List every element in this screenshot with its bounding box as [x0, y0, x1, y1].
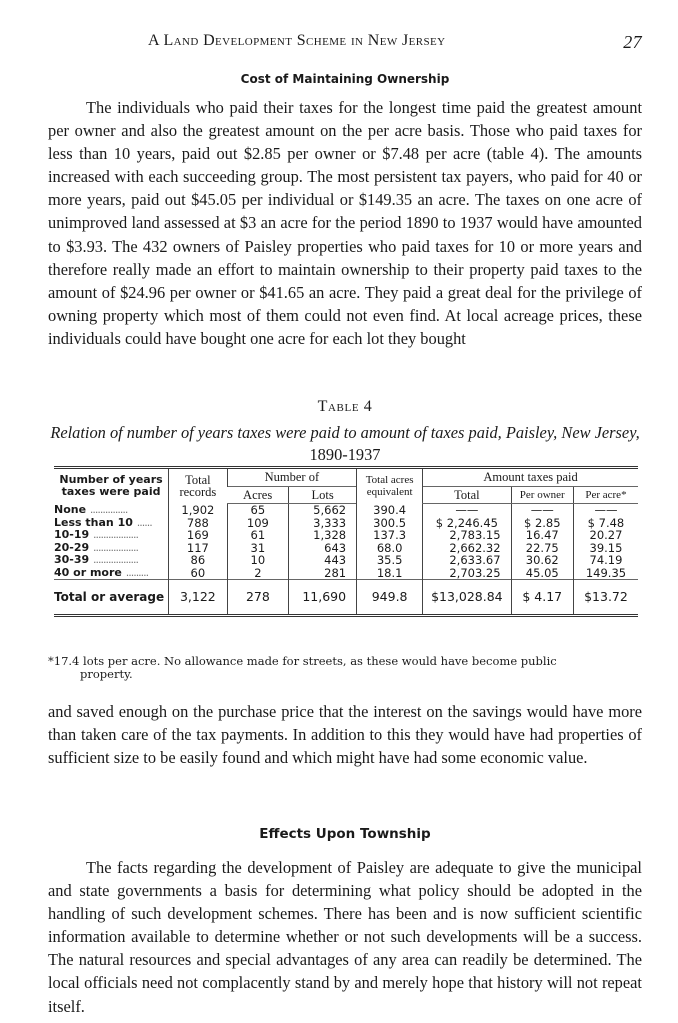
table-row — [54, 567, 638, 580]
section-heading-cost: Cost of Maintaining Ownership — [240, 72, 450, 86]
cell-per-acre: 74.19 — [573, 554, 638, 567]
cell-records: 1,902 — [169, 504, 228, 517]
col-header-per-owner: Per owner — [511, 486, 573, 504]
cell-acres: 109 — [227, 517, 288, 530]
cell-total: 2,662.32 — [423, 542, 511, 555]
cell-lots: 281 — [289, 567, 357, 580]
cell-total: $13,028.84 — [423, 580, 511, 616]
cell-per-owner: $ 4.17 — [511, 580, 573, 616]
cell-per-owner: 16.47 — [511, 529, 573, 542]
cell-per-owner: —— — [511, 504, 573, 517]
cell-lots: 643 — [289, 542, 357, 555]
table-row — [54, 529, 638, 542]
col-header-amount: Amount taxes paid — [423, 468, 638, 487]
cell-per-acre: 149.35 — [573, 567, 638, 580]
paragraph-cost — [48, 96, 642, 350]
row-label: 30-39 .................. — [54, 553, 138, 566]
col-header-acres: Acres — [227, 486, 288, 504]
tax-data-table — [54, 466, 638, 617]
row-label: 10-19 .................. — [54, 528, 138, 541]
row-label: None ............... — [54, 502, 128, 516]
cell-acres-equiv: 35.5 — [357, 554, 423, 567]
cell-lots: 443 — [289, 554, 357, 567]
col-header-acres-equiv: Total acres equivalent — [357, 468, 423, 504]
cell-acres-equiv: 300.5 — [357, 517, 423, 530]
cell-acres: 278 — [227, 580, 288, 616]
cell-records: 117 — [169, 542, 228, 555]
cell-total: $ 2,246.45 — [423, 517, 511, 530]
total-row-label: Total or average — [54, 580, 169, 616]
footnote-line-2: property. — [80, 667, 133, 681]
cell-total: —— — [423, 504, 511, 517]
row-label: 40 or more ......... — [54, 565, 149, 579]
footnote-line-1: *17.4 lots per acre. No allowance made for streets, as these would have become public — [48, 654, 557, 668]
cell-per-owner: 22.75 — [511, 542, 573, 555]
cell-acres: 10 — [227, 554, 288, 567]
cell-per-owner: 30.62 — [511, 554, 573, 567]
paragraph-cost-text: The individuals who paid their taxes for the longest time paid the greatest amount per owner and also the greatest amount on the per acre basis. Those who paid taxes for less than 10 years, paid out $2.85 per owner or $7.48 per acre (table 4). The amounts increased with each succeeding group. The most persistent tax payers, who paid for 40 or more years, paid out $45.05 per individual or $149.35 an acre. The taxes on one acre of unimproved land assessed at $3 an acre for the period 1890 to 1937 would have amounted to $3.93. The 432 owners of Paisley properties who paid taxes for 10 or more years and therefore really made an effort to maintain ownership to their property paid taxes to the amount of $24.96 per owner or $41.65 an acre. They paid a great deal for the privilege of owning property which most of them could not even find. At local acreage prices, these individuals could have bought one acre for each lot they bought — [48, 98, 642, 348]
cell-per-acre: $ 7.48 — [573, 517, 638, 530]
cell-total: 2,633.67 — [423, 554, 511, 567]
cell-acres-equiv: 137.3 — [357, 529, 423, 542]
cell-records: 169 — [169, 529, 228, 542]
table-caption-italic: Relation of number of years taxes were paid to amount of taxes paid, Paisley, New Jersey, — [50, 423, 640, 442]
cell-per-acre: $13.72 — [573, 580, 638, 616]
col-header-total: Total — [423, 486, 511, 504]
cell-acres-equiv: 18.1 — [357, 567, 423, 580]
table-footnote — [48, 655, 642, 681]
table-label: Table 4 — [317, 398, 373, 415]
table-4 — [54, 466, 638, 617]
col-header-years: Number of years taxes were paid — [59, 472, 163, 499]
cell-total: 2,783.15 — [423, 529, 511, 542]
section-heading-effects: Effects Upon Township — [259, 826, 431, 842]
cell-lots: 5,662 — [289, 504, 357, 517]
cell-records: 788 — [169, 517, 228, 530]
table-total-row — [54, 580, 638, 616]
cell-total: 2,703.25 — [423, 567, 511, 580]
col-header-records: Total records — [169, 468, 228, 504]
col-header-lots: Lots — [289, 486, 357, 504]
cell-acres: 2 — [227, 567, 288, 580]
row-label: Less than 10 ...... — [54, 515, 152, 529]
paragraph-effects — [48, 856, 642, 1018]
cell-per-acre: 39.15 — [573, 542, 638, 555]
cell-per-acre: —— — [573, 504, 638, 517]
table-caption — [48, 422, 642, 466]
cell-lots: 3,333 — [289, 517, 357, 530]
cell-per-acre: 20.27 — [573, 529, 638, 542]
cell-per-owner: 45.05 — [511, 567, 573, 580]
cell-acres-equiv: 390.4 — [357, 504, 423, 517]
page-number: 27 — [623, 32, 642, 52]
table-caption-years: 1890-1937 — [309, 445, 381, 464]
row-label: 20-29 .................. — [54, 540, 138, 554]
cell-lots: 1,328 — [289, 529, 357, 542]
cell-lots: 11,690 — [289, 580, 357, 616]
cell-acres: 31 — [227, 542, 288, 555]
cell-acres-equiv: 949.8 — [357, 580, 423, 616]
cell-records: 3,122 — [169, 580, 228, 616]
col-header-number-of: Number of — [227, 468, 356, 487]
cell-records: 86 — [169, 554, 228, 567]
col-header-per-acre: Per acre* — [573, 486, 638, 504]
cell-acres: 65 — [227, 504, 288, 517]
cell-acres-equiv: 68.0 — [357, 542, 423, 555]
paragraph-effects-text: The facts regarding the development of Paisley are adequate to give the municipal and state governments a basis for determining what policy should be adopted in the handling of such development schemes. There has been and is now sufficient scientific information available to determine whether or not such developments will be a success. The natural resources and special advantages of any area can readily be determined. The local officials need not complacently stand by and merely hope that history will not repeat itself. — [48, 858, 642, 1016]
paragraph-continuation: and saved enough on the purchase price that the interest on the savings would have more than taken care of the tax payments. In addition to this they would have had properties of sufficient size to be easily found and which might have had some economic value. — [48, 702, 642, 768]
running-header — [48, 32, 642, 54]
cell-per-owner: $ 2.85 — [511, 517, 573, 530]
cell-records: 60 — [169, 567, 228, 580]
running-title: A Land Development Scheme in New Jersey — [148, 32, 446, 49]
cell-acres: 61 — [227, 529, 288, 542]
